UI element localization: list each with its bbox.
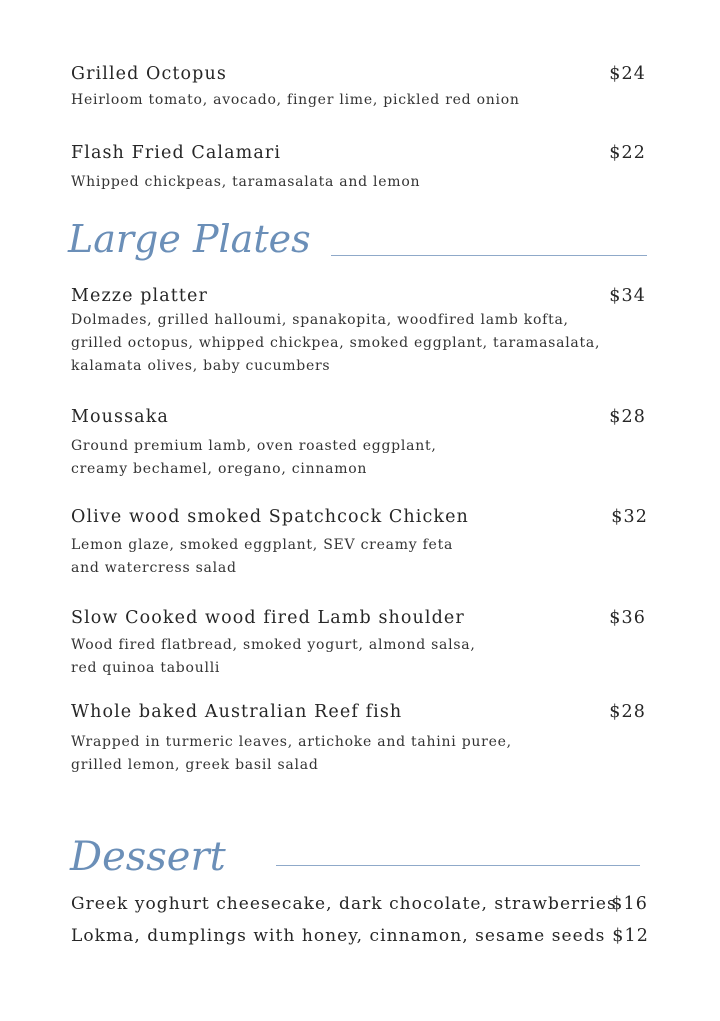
- description-line: grilled octopus, whipped chickpea, smoked eggplant, taramasalata,: [71, 335, 601, 351]
- large-plates-heading-text: Large Plates: [68, 217, 311, 261]
- section-divider: [331, 255, 647, 256]
- description-line: Ground premium lamb, oven roasted eggplant,: [71, 438, 437, 454]
- item-title: Olive wood smoked Spatchcock Chicken: [71, 507, 469, 527]
- item-price: $12: [612, 926, 649, 946]
- item-description: [71, 634, 476, 680]
- description-line: Dolmades, grilled halloumi, spanakopita, woodfired lamb kofta,: [71, 312, 569, 328]
- item-price: $28: [609, 407, 646, 427]
- item-title: Flash Fried Calamari: [71, 143, 282, 163]
- item-title: Whole baked Australian Reef fish: [71, 702, 403, 722]
- description-line: kalamata olives, baby cucumbers: [71, 358, 331, 374]
- item-price: $36: [609, 608, 646, 628]
- item-title: Slow Cooked wood fired Lamb shoulder: [71, 608, 465, 628]
- description-line: red quinoa taboulli: [71, 660, 221, 676]
- description-line: grilled lemon, greek basil salad: [71, 757, 319, 773]
- dessert-heading-text: Dessert: [70, 834, 226, 880]
- description-line: Wood fired flatbread, smoked yogurt, almond salsa,: [71, 637, 476, 653]
- item-description: [71, 89, 520, 112]
- section-divider: [276, 865, 640, 866]
- item-price: $34: [609, 286, 646, 306]
- item-title: Mezze platter: [71, 286, 208, 306]
- item-description: [71, 309, 600, 378]
- description-line: creamy bechamel, oregano, cinnamon: [71, 461, 368, 477]
- description-line: and watercress salad: [71, 560, 237, 576]
- item-price: $32: [611, 507, 648, 527]
- item-description: [71, 534, 453, 580]
- description-line: Whipped chickpeas, taramasalata and lemon: [71, 174, 421, 190]
- item-description: [71, 731, 512, 777]
- description-line: Lemon glaze, smoked eggplant, SEV creamy feta: [71, 537, 454, 553]
- dessert-heading: [68, 828, 238, 888]
- item-price: $16: [611, 894, 648, 914]
- item-price: $28: [609, 702, 646, 722]
- dessert-item: Greek yoghurt cheesecake, dark chocolate, strawberries: [71, 894, 617, 914]
- item-price: $22: [609, 143, 646, 163]
- item-description: [71, 435, 437, 481]
- item-price: $24: [609, 64, 646, 84]
- item-title: Moussaka: [71, 407, 169, 427]
- large-plates-heading: [66, 212, 311, 272]
- description-line: Wrapped in turmeric leaves, artichoke and tahini puree,: [71, 734, 512, 750]
- description-line: Heirloom tomato, avocado, finger lime, pickled red onion: [71, 92, 520, 108]
- item-description: [71, 171, 420, 194]
- dessert-item: Lokma, dumplings with honey, cinnamon, sesame seeds: [71, 926, 606, 946]
- item-title: Grilled Octopus: [71, 64, 227, 84]
